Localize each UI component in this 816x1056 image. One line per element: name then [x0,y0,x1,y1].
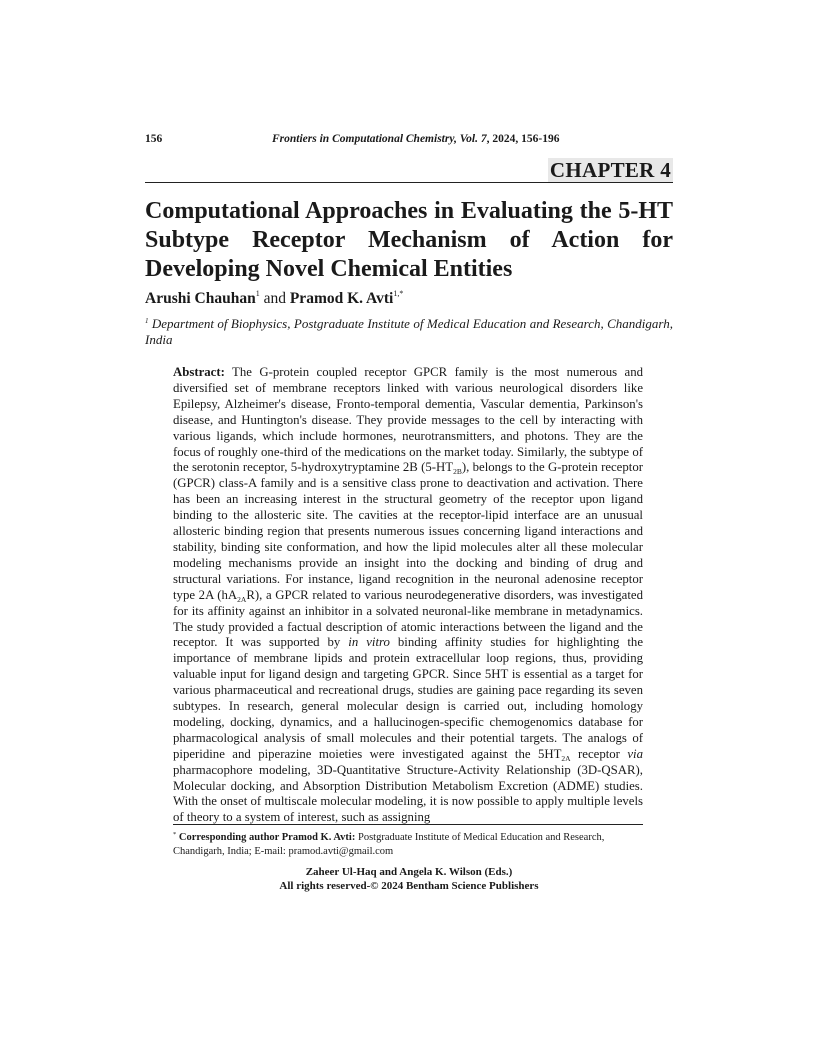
footnote-mark: * [173,831,177,838]
copyright-line: All rights reserved-© 2024 Bentham Science Publishers [279,879,539,892]
abstract-text-1: The G-protein coupled receptor GPCR family is the most numerous and diversified set of membrane receptors linked with various neurological disorders like Epilepsy, Alzheimer's disease, Fronto-temporal dementia, Vascular dementia, Parkinson's disease, and Huntington's disease. They provide messages to the cell by interacting with various ligands, which include hormones, neurotransmitters, and photons. They are the focus of roughly one-third of the medications on the market today. Similarly, the subtype of the serotonin receptor, 5-hydroxytryptamine 2B (5-HT [173,365,643,475]
running-header [145,133,673,149]
abstract-text-2: ), belongs to the G-protein receptor (GPCR) class-A family and is a sensitive class prone to deactivation and activation. There has been an increasing interest in the structural geometry of the receptor upon ligand binding to the allosteric site. The cavities at the receptor-lipid interface are an unusual allosteric binding region that presents numerous issues concerning ligand interactions and stability, binding site conformation, and how the lipid molecules alter all these molecular modeling mechanisms provide an insight into the docking and binding of drug and structural variations. For instance, ligand recognition in the neuronal adenosine receptor type 2A (hA [173,460,643,602]
journal-volume: 7 [478,133,487,145]
abstract-text-4: binding affinity studies for highlighting the importance of membrane lipids and protein extracellular loop regions, thus, providing valuable input for ligand design and targeting GPCR. Since 5HT is essential as a target for various pharmaceutical and recreational drugs, studies are gaining pace regarding its seven subtypes. In research, general molecular design is carried out, including homology modeling, docking, dynamics, and a hallucinogen-specific chemogenomics database for pharmacological analysis of small molecules and their potential targets. The analogs of piperidine and piperazine moieties were investigated against the 5HT [173,635,643,761]
affiliation-text: Department of Biophysics, Postgraduate Institute of Medical Education and Research, Chandigarh, India [145,316,673,347]
subscript-2a: 2A [237,594,247,604]
subscript-2a: 2A [561,753,571,763]
abstract-text-6: pharmacophore modeling, 3D-Quantitative Structure-Activity Relationship (3D-QSAR), Molecular docking, and Absorption Distribution Metabolism Excretion (ADME) studies. With the onset of multiscale molecular modeling, it is now possible to apply multiple levels of theory to a system of interest, such as assigning [173,762,643,825]
abstract-text-5: receptor [570,746,628,761]
corresponding-author-footnote [173,828,643,858]
page-number: 156 [145,133,163,145]
footnote-divider [173,824,643,825]
editors-block [145,866,673,893]
abstract-heading: Abstract: [173,365,225,379]
editors-names: Zaheer Ul-Haq and Angela K. Wilson (Eds.) [305,866,513,878]
header-divider [145,182,673,183]
footnote-text: Postgraduate Institute of Medical Education and Research, Chandigarh, India; E-mail: pramod.avti@gmail.com [173,832,605,857]
chapter-title: Computational Approaches in Evaluating the 5-HT Subtype Receptor Mechanism of Action for Developing Novel Chemical Entities [145,198,673,282]
journal-year-pages: , 2024, 156-196 [486,133,560,145]
author-line [145,289,673,308]
author-1-affiliation-mark: 1 [255,289,260,298]
author-1-name: Arushi Chauhan [145,290,256,307]
italic-in-vitro: in vitro [348,635,390,650]
subscript-2b: 2B [453,467,462,477]
author-connector: and [259,290,290,307]
abstract [173,365,643,826]
affiliation [145,313,673,348]
italic-via: via [627,746,643,761]
author-2-name: Pramod K. Avti [289,290,394,307]
affiliation-mark: 1 [145,317,149,325]
abstract-text-3: R), a GPCR related to various neurodegenerative disorders, was investigated for its affinity against an inhibitor in a solvated neuronal-like membrane in metadynamics. The study provided a factual description of atomic interactions between the ligand and the receptor. It was supported by [173,587,643,650]
author-2-affiliation-mark: 1,* [393,289,404,298]
journal-name: Frontiers in Computational Chemistry, Vol. [272,133,478,145]
journal-citation [272,133,559,145]
footnote-lead: Corresponding author Pramod K. Avti: [176,832,356,843]
chapter-label: CHAPTER 4 [549,158,671,182]
